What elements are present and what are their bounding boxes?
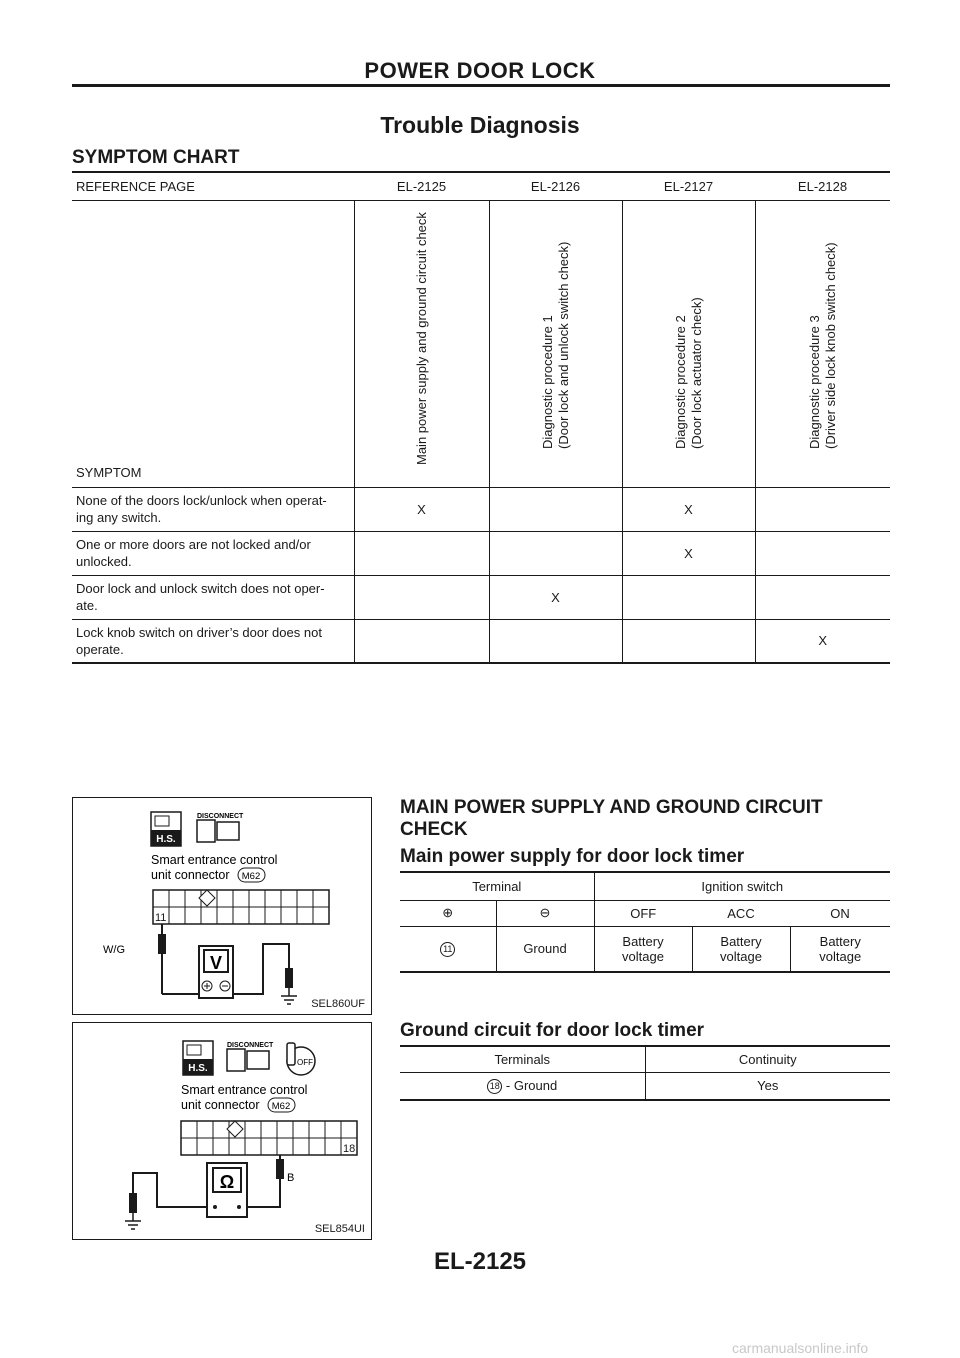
mark <box>354 531 489 575</box>
mark <box>622 575 755 619</box>
svg-text:OFF: OFF <box>297 1058 313 1067</box>
mark: X <box>622 531 755 575</box>
symptom-row: Lock knob switch on driver’s door does not operate. X <box>72 619 890 663</box>
symptom-row: None of the doors lock/unlock when operat- ing any switch. X X <box>72 487 890 531</box>
svg-text:M62: M62 <box>241 871 261 882</box>
ground-label: Ground <box>496 926 594 972</box>
continuity-result: Yes <box>645 1072 890 1100</box>
mark: X <box>354 487 489 531</box>
page-title: Trouble Diagnosis <box>380 112 580 138</box>
section-header: POWER DOOR LOCK <box>364 58 596 83</box>
svg-text:Smart entrance control: Smart entrance control <box>151 853 278 867</box>
mark <box>622 619 755 663</box>
mark <box>489 487 622 531</box>
svg-text:W/G: W/G <box>103 944 125 956</box>
mark <box>354 575 489 619</box>
watermark: carmanualsonline.info <box>732 1340 869 1356</box>
ref-page-4: EL-2128 <box>755 172 890 200</box>
svg-text:unit connector: unit connector <box>151 868 230 882</box>
symptom-label: SYMPTOM <box>72 200 354 487</box>
ref-page-3: EL-2127 <box>622 172 755 200</box>
main-check-heading: MAIN POWER SUPPLY AND GROUND CIRCUIT CHECK <box>400 797 823 840</box>
svg-text:M62: M62 <box>271 1101 291 1112</box>
symptom-chart-table <box>72 171 890 664</box>
terminals-header: Terminals <box>400 1046 645 1072</box>
svg-text:Ω: Ω <box>219 1172 235 1192</box>
continuity-header: Continuity <box>645 1046 890 1072</box>
ref-page-1: EL-2125 <box>354 172 489 200</box>
disconnect-connector-icon <box>197 820 239 842</box>
continuity-check-diagram <box>73 1023 371 1239</box>
ground-circuit-heading: Ground circuit for door lock timer <box>400 1020 705 1041</box>
mark <box>354 619 489 663</box>
value-on: Battery voltage <box>790 926 890 972</box>
mark <box>755 487 890 531</box>
mark: X <box>755 619 890 663</box>
voltage-check-diagram <box>73 798 371 1014</box>
svg-text:Smart entrance control: Smart entrance control <box>181 1083 308 1097</box>
power-supply-heading: Main power supply for door lock timer <box>400 846 745 867</box>
plus-icon: ⊕ <box>400 900 496 926</box>
terminal-header: Terminal <box>400 872 594 900</box>
svg-text:H.S.: H.S. <box>188 1063 208 1074</box>
svg-text:DISCONNECT: DISCONNECT <box>197 813 244 820</box>
connector-face-icon <box>181 1121 357 1155</box>
column-header-4: Diagnostic procedure 3 (Driver side lock knob switch check) <box>806 241 838 449</box>
ref-page-2: EL-2126 <box>489 172 622 200</box>
state-on: ON <box>790 900 890 926</box>
svg-text:B: B <box>287 1172 295 1184</box>
column-header-2: Diagnostic procedure 1 (Door lock and unlock switch check) <box>539 241 571 449</box>
mark <box>489 619 622 663</box>
ground-circuit-table <box>400 1045 890 1101</box>
mark <box>489 531 622 575</box>
value-acc: Battery voltage <box>692 926 790 972</box>
state-acc: ACC <box>692 900 790 926</box>
state-off: OFF <box>594 900 692 926</box>
value-off: Battery voltage <box>594 926 692 972</box>
disconnect-connector-icon <box>227 1049 269 1071</box>
reference-page-label: REFERENCE PAGE <box>72 172 354 200</box>
svg-text:11: 11 <box>155 912 167 924</box>
figure-voltage-check <box>72 797 372 1015</box>
ignition-switch-header: Ignition switch <box>594 872 890 900</box>
svg-text:unit connector: unit connector <box>181 1098 260 1112</box>
terminal-number: 11 <box>400 926 496 972</box>
symptom-chart-heading: SYMPTOM CHART <box>72 147 240 168</box>
figure-continuity-check <box>72 1022 372 1240</box>
column-header-row <box>72 200 890 487</box>
header-rule <box>72 84 890 87</box>
symptom-row: Door lock and unlock switch does not oper- ate. X <box>72 575 890 619</box>
minus-icon: ⊖ <box>496 900 594 926</box>
mark <box>755 575 890 619</box>
mark: X <box>489 575 622 619</box>
connector-face-icon <box>153 890 329 924</box>
ground-terminal: 18 - Ground <box>400 1072 645 1100</box>
mark: X <box>622 487 755 531</box>
hs-badge-text: H.S. <box>156 834 176 845</box>
svg-text:DISCONNECT: DISCONNECT <box>227 1042 274 1049</box>
reference-page-row <box>72 172 890 200</box>
symptom-row: One or more doors are not locked and/or unlocked. X <box>72 531 890 575</box>
figure-code: SEL860UF <box>311 998 365 1010</box>
svg-text:18: 18 <box>343 1143 356 1155</box>
power-supply-table <box>400 871 890 973</box>
svg-text:V: V <box>209 953 223 973</box>
mark <box>755 531 890 575</box>
page-number: EL-2125 <box>433 1248 527 1275</box>
column-header-1: Main power supply and ground circuit check <box>413 211 429 465</box>
figure-code: SEL854UI <box>314 1223 365 1235</box>
column-header-3: Diagnostic procedure 2 (Door lock actuator check) <box>672 296 704 449</box>
